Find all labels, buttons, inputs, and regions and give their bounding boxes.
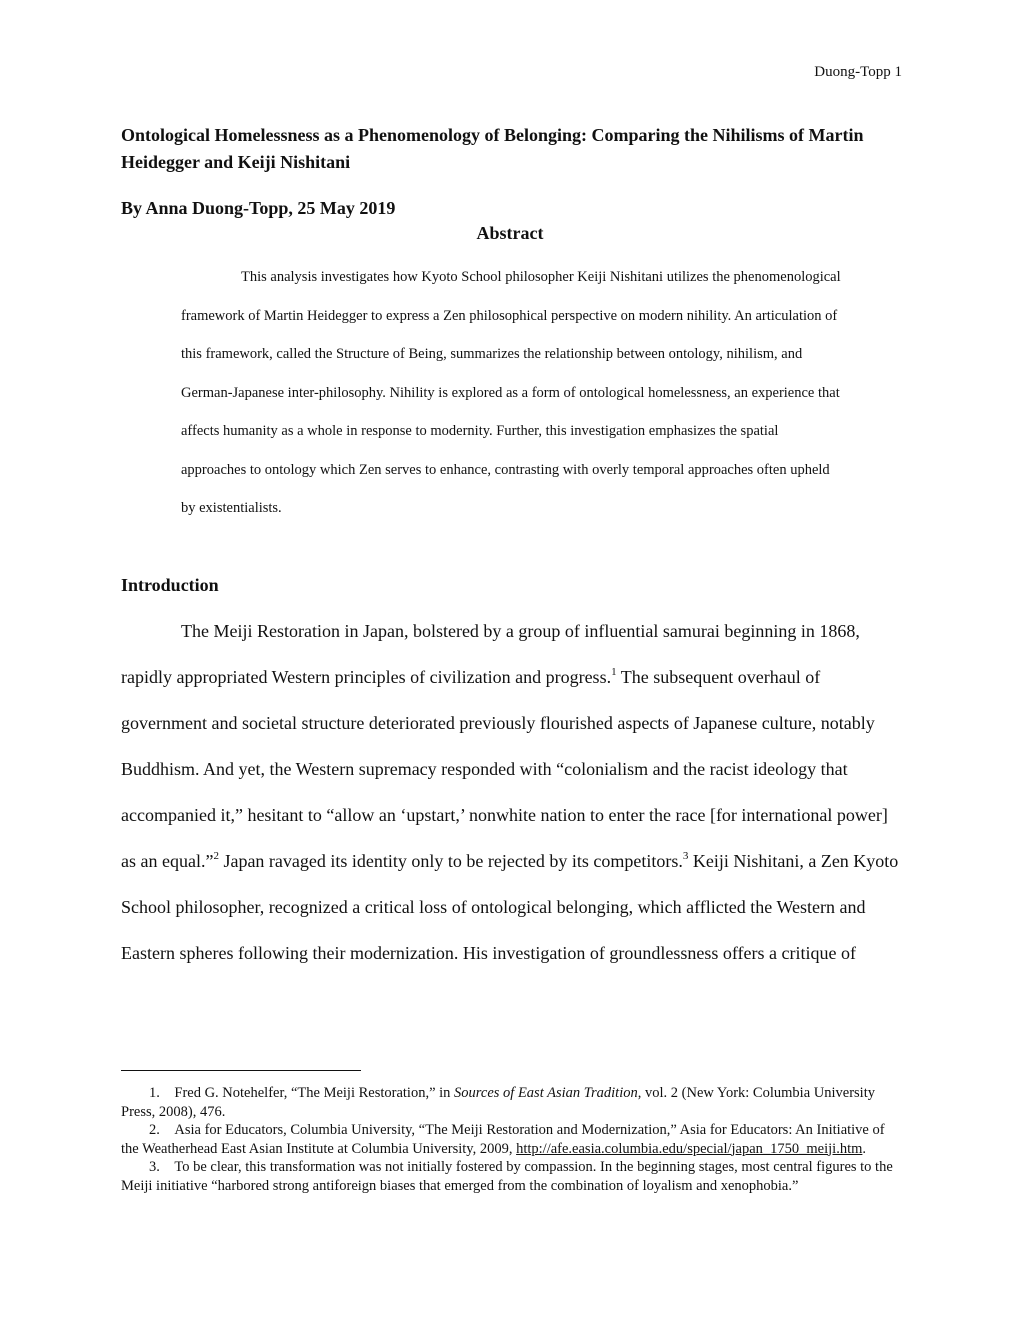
footnotes xyxy=(121,1084,901,1195)
footnote-text: . xyxy=(862,1140,867,1157)
byline: By Anna Duong-Topp, 25 May 2019 xyxy=(121,198,396,218)
footnote-3 xyxy=(121,1158,901,1195)
footnote-url-link[interactable]: http://afe.easia.columbia.edu/special/japan_1750_meiji.htm xyxy=(516,1140,863,1157)
footnote-text: Fred G. Notehelfer, “The Meiji Restoration,” in xyxy=(174,1085,455,1101)
introduction-paragraph xyxy=(121,608,903,976)
intro-text-segment: Japan ravaged its identity only to be rejected by its competitors. xyxy=(218,851,683,871)
footnote-source-title: Sources of East Asian Tradition xyxy=(454,1085,638,1101)
footnote-number: 3. xyxy=(149,1159,160,1175)
abstract-heading: Abstract xyxy=(476,223,544,243)
running-head: Duong-Topp 1 xyxy=(814,64,902,80)
footnote-ref-2[interactable]: 2 xyxy=(213,850,219,862)
abstract-body: This analysis investigates how Kyoto School philosopher Keiji Nishitani utilizes the phenomenological framework of Martin Heidegger to express a Zen philosophical perspective on modern nihility. An articulation of this framework, called the Structure of Being, summarizes the relationship between ontology, nihilism, and German-Japanese inter-philosophy. Nihility is explored as a form of ontological homelessness, an experience that affects humanity as a whole in response to modernity. Further, this investigation emphasizes the spatial approaches to ontology which Zen serves to enhance, contrasting with overly temporal approaches often upheld by existentialists. xyxy=(181,269,841,516)
footnote-number: 2. xyxy=(149,1122,160,1138)
introduction-heading: Introduction xyxy=(121,575,219,595)
paper-title: Ontological Homelessness as a Phenomenology of Belonging: Comparing the Nihilisms of Martin Heidegger and Keiji Nishitani xyxy=(121,125,864,172)
footnote-separator xyxy=(121,1070,361,1071)
intro-text-segment: The subsequent overhaul of government and societal structure deteriorated previously flourished aspects of Japanese culture, notably Buddhism. And yet, the Western supremacy responded with “colonialism and the racist ideology that accompanied it,” hesitant to “allow an ‘upstart,’ nonwhite nation to enter the race [for international power] as an equal.” xyxy=(121,667,888,871)
footnote-text: , vol. 2 (New York: Columbia University Press, 2008), 476. xyxy=(121,1085,875,1120)
footnote-ref-1[interactable]: 1 xyxy=(611,666,617,678)
footnote-number: 1. xyxy=(149,1085,160,1101)
footnote-text: Asia for Educators, Columbia University, “The Meiji Restoration and Modernization,” Asia for Educators: An Initiative of the Weatherhead East Asian Institute at Columbia University, 2009, xyxy=(121,1122,885,1157)
footnote-ref-3[interactable]: 3 xyxy=(682,850,689,862)
footnote-2 xyxy=(121,1121,901,1158)
footnote-text: To be clear, this transformation was not initially fostered by compassion. In the beginning stages, most central figures to the Meiji initiative “harbored strong antiforeign biases that emerged from the combination of loyalism and xenophobia.” xyxy=(121,1159,893,1194)
intro-text-segment: The Meiji Restoration in Japan, bolstered by a group of influential samurai beginning in 1868, rapidly appropriated Western principles of civilization and progress. xyxy=(121,621,860,687)
intro-text-segment: Keiji Nishitani, a Zen Kyoto School philosopher, recognized a critical loss of ontological belonging, which afflicted the Western and Eastern spheres following their modernization. His investigation of groundlessness offers a critique of xyxy=(121,851,899,963)
footnote-1 xyxy=(121,1084,901,1121)
